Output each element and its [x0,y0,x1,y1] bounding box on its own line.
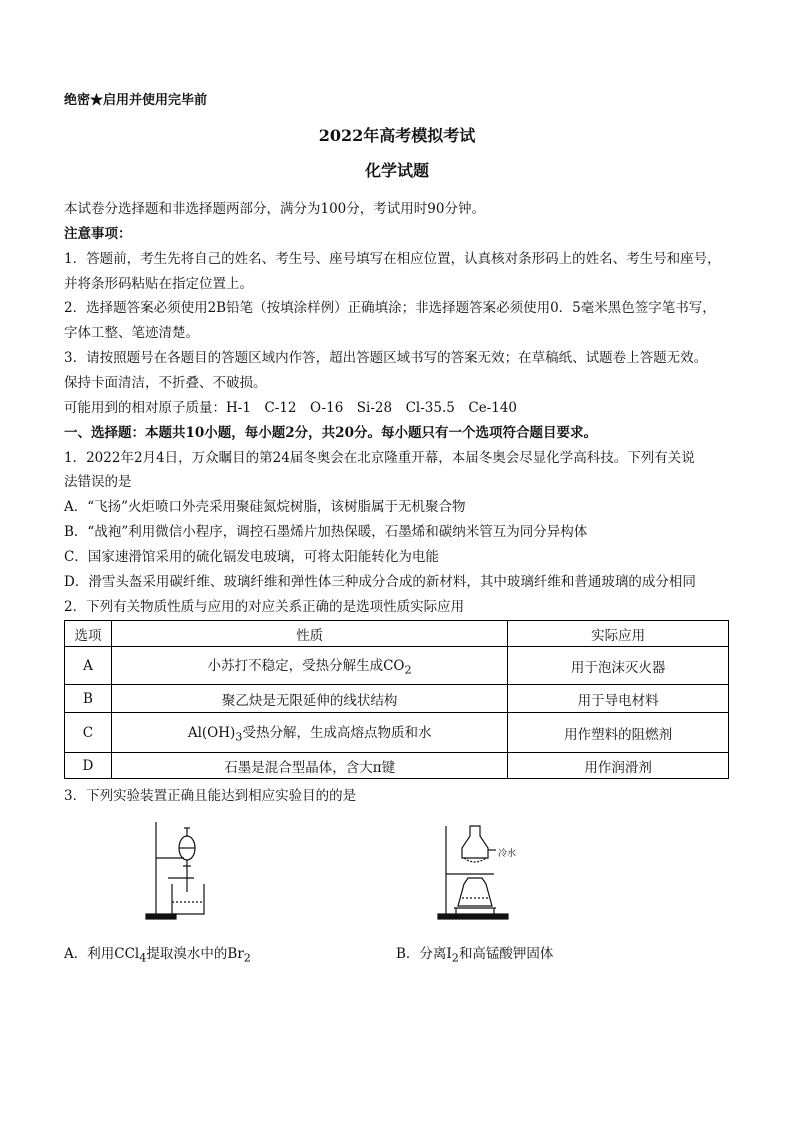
table-cell [111,647,507,685]
table-cell: B [65,685,112,713]
option-text: B．分离I [396,946,452,962]
intro-text: 本试卷分选择题和非选择题两部分，满分为100分，考试用时90分钟。 [64,201,485,217]
option-text: 提取溴水中的Br [146,946,244,962]
secret-mark: 绝密★启用并使用完毕前 [64,93,208,108]
table-cell: 用作润滑剂 [508,753,729,779]
q1-stem: 法错误的是 [64,474,132,490]
separatory-funnel-apparatus [140,818,230,922]
q2-stem: 2．下列有关物质性质与应用的对应关系正确的是选项性质实际应用 [64,599,465,615]
table-header: 性质 [111,621,507,647]
table-cell: 用作塑料的阻燃剂 [508,713,729,753]
cold-water-label: 冷水 [498,849,517,859]
table-cell [111,713,507,753]
table-row [65,753,729,779]
table-row [65,685,729,713]
q3-option-a [64,942,251,965]
cell-text: 受热分解，生成高熔点物质和水 [242,725,432,742]
note-line: 字体工整、笔迹清楚。 [64,325,199,341]
note-line: 1．答题前，考生先将自己的姓名、考生号、座号填写在相应位置，认真核对条形码上的姓名、考生号和座号， [64,251,721,267]
q1-option-a: A．“飞扬”火炬喷口外壳采用聚硅氮烷树脂，该树脂属于无机聚合物 [64,499,466,515]
option-text: 和高锰酸钾固体 [458,946,554,962]
exam-title: 2022年高考模拟考试 [318,126,476,145]
q3-option-b [396,942,553,965]
table-cell: C [65,713,112,753]
table-cell: D [65,753,112,779]
q1-stem: 1．2022年2月4日，万众瞩目的第24届冬奥会在北京隆重开幕，本届冬奥会尽显化学高科技。下列有关说 [64,450,695,466]
table-cell: A [65,647,112,685]
table-row [65,713,729,753]
table-cell: 用于导电材料 [508,685,729,713]
q1-option-b: B．“战袍”利用微信小程序，调控石墨烯片加热保暖，石墨烯和碳纳米管互为同分异构体 [64,524,588,540]
properties-table [64,620,729,779]
subscript: 2 [243,951,251,965]
exam-subtitle: 化学试题 [364,161,429,180]
table-cell: 用于泡沫灭火器 [508,647,729,685]
subscript: 2 [451,951,459,965]
sublimation-apparatus [434,818,524,922]
table-cell: 聚乙炔是无限延伸的线状结构 [111,685,507,713]
table-header: 实际应用 [508,621,729,647]
atomic-masses: 可能用到的相对原子质量：H-1 C-12 O-16 Si-28 Cl-35.5 Ce-140 [64,400,518,416]
note-line: 3．请按照题号在各题目的答题区域内作答，超出答题区域书写的答案无效；在草稿纸、试题卷上答题无效。 [64,350,708,366]
q1-option-d: D．滑雪头盔采用碳纤维、玻璃纤维和弹性体三种成分合成的新材料，其中玻璃纤维和普通玻璃的成分相同 [64,574,696,590]
note-line: 2．选择题答案必须使用2B铅笔（按填涂样例）正确填涂；非选择题答案必须使用0．5毫米黑色签字笔书写， [64,300,716,316]
q3-stem: 3．下列实验装置正确且能达到相应实验目的的是 [64,788,357,804]
q1-option-c: C．国家速滑馆采用的硫化镉发电玻璃，可将太阳能转化为电能 [64,549,439,565]
option-text: A．利用CCl [64,946,140,962]
subscript: 4 [139,951,147,965]
subscript: 2 [404,663,412,677]
subscript: 3 [235,730,243,744]
cell-text: Al(OH) [187,725,236,742]
table-cell: 石墨是混合型晶体，含大π键 [111,753,507,779]
cell-text: 小苏打不稳定，受热分解生成CO [207,658,405,675]
note-line: 并将条形码粘贴在指定位置上。 [64,276,253,292]
section1-heading: 一、选择题：本题共10小题，每小题2分，共20分。每小题只有一个选项符合题目要求。 [64,425,597,441]
table-header: 选项 [65,621,112,647]
notes-heading: 注意事项： [64,226,132,242]
table-header-row [65,621,729,647]
note-line: 保持卡面清洁，不折叠、不破损。 [64,375,267,391]
table-row [65,647,729,685]
